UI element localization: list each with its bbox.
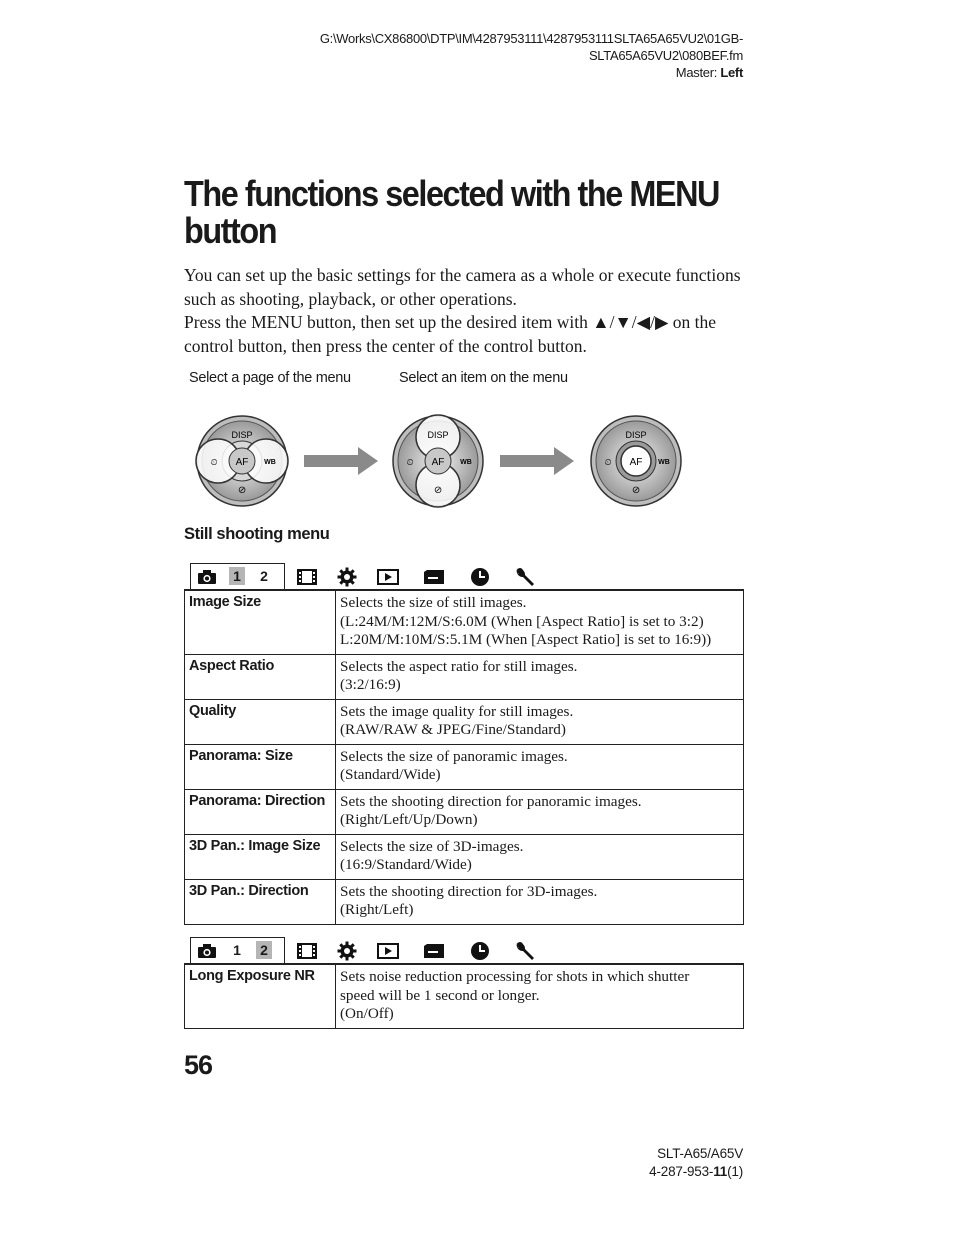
svg-text:⊘: ⊘: [631, 485, 641, 496]
control-dial-icon: [196, 416, 288, 506]
menu-item-name: Quality: [185, 699, 336, 744]
description-line: (16:9/Standard/Wide): [340, 856, 472, 873]
description-line: Sets the shooting direction for panoramic images.: [340, 792, 642, 810]
menu-table-page1: [184, 590, 744, 925]
clock-icon: [469, 567, 491, 587]
menu-item-name: Panorama: Direction: [185, 789, 336, 834]
svg-text:⏲: ⏲: [604, 458, 612, 468]
description-line: Sets noise reduction processing for shots in which shutter: [340, 968, 690, 985]
description-line: Selects the size of 3D-images.: [340, 837, 524, 855]
description-line: (RAW/RAW & JPEG/Fine/Standard): [340, 721, 566, 738]
menu-item-description: [336, 879, 744, 924]
dial-label-top: DISP: [427, 430, 449, 440]
description-line: (L:24M/M:12M/S:6.0M (When [Aspect Ratio] is set to 3:2): [340, 612, 704, 630]
part-number: 4-287-953-11(1): [649, 1164, 743, 1179]
memory-card-icon: [423, 567, 445, 587]
description-line: (Right/Left/Up/Down): [340, 811, 478, 828]
menu-item-description: [336, 789, 744, 834]
table-row: [185, 965, 744, 1029]
master-value: Left: [720, 65, 743, 80]
description-line: Sets the image quality for still images.: [340, 702, 574, 720]
arrow-right-icon: [304, 447, 378, 475]
menu-item-name: Long Exposure NR: [185, 965, 336, 1029]
menu-table-page2: [184, 964, 744, 1029]
dial-label-center: AF: [629, 457, 643, 468]
control-dial-icon: [393, 415, 483, 507]
tab-page-2: 2: [260, 568, 268, 584]
menu-item-description: [336, 965, 744, 1029]
playback-icon: [377, 941, 399, 961]
menu-item-description: [336, 699, 744, 744]
svg-text:⏲: ⏲: [406, 458, 414, 468]
section-title: Still shooting menu: [184, 525, 330, 543]
tab-page-2: 2: [256, 941, 272, 959]
menu-tab-bar-page2: [190, 937, 560, 965]
menu-tab-bar-page1: [190, 563, 560, 591]
menu-item-name: Aspect Ratio: [185, 654, 336, 699]
memory-card-icon: [423, 941, 445, 961]
dial-label-right: WB: [658, 459, 670, 466]
dial-label-center: AF: [431, 457, 445, 468]
camera-icon: [196, 567, 218, 587]
document-footer: [649, 1145, 743, 1181]
gear-icon: [336, 567, 358, 587]
menu-item-name: 3D Pan.: Direction: [185, 879, 336, 924]
document-header: [320, 30, 743, 81]
tab-page-1: 1: [229, 567, 245, 585]
description-line: (3:2/16:9): [340, 676, 401, 693]
dial-label-center: AF: [235, 457, 249, 468]
menu-item-description: [336, 744, 744, 789]
gear-icon: [336, 941, 358, 961]
master-label: Master:: [675, 65, 721, 80]
dial-label-right: WB: [264, 459, 276, 466]
description-line: (Standard/Wide): [340, 766, 441, 783]
menu-item-name: Panorama: Size: [185, 744, 336, 789]
menu-item-description: [336, 654, 744, 699]
file-path-line2: SLTA65A65VU2\080BEF.fm: [588, 48, 743, 63]
caption-select-item: Select an item on the menu: [399, 370, 568, 386]
table-row: [185, 699, 744, 744]
caption-select-page: Select a page of the menu: [189, 370, 351, 386]
dial-label-top: DISP: [625, 430, 647, 440]
svg-text:⊘: ⊘: [237, 485, 247, 496]
description-line: (Right/Left): [340, 901, 414, 918]
page-number: 56: [184, 1050, 213, 1080]
svg-text:⊘: ⊘: [433, 485, 443, 496]
menu-item-name: 3D Pan.: Image Size: [185, 834, 336, 879]
table-row: [185, 834, 744, 879]
table-row: [185, 789, 744, 834]
menu-item-description: [336, 834, 744, 879]
intro-text: [184, 264, 754, 358]
table-row: [185, 744, 744, 789]
control-dial-icon: [591, 416, 681, 506]
movie-icon: [296, 941, 318, 961]
table-row: [185, 654, 744, 699]
wrench-icon: [514, 941, 536, 961]
description-line: L:20M/M:10M/S:5.1M (When [Aspect Ratio] is set to 16:9)): [340, 631, 712, 648]
menu-item-name: Image Size: [185, 591, 336, 655]
intro-paragraph-1: You can set up the basic settings for the camera as a whole or execute functions such as shooting, playback, or other operations.: [184, 265, 741, 309]
description-line: speed will be 1 second or longer.: [340, 986, 540, 1004]
dial-label-top: DISP: [231, 430, 253, 440]
playback-icon: [377, 567, 399, 587]
description-line: (On/Off): [340, 1005, 394, 1022]
movie-icon: [296, 567, 318, 587]
model-name: SLT-A65/A65V: [657, 1146, 743, 1161]
menu-item-description: [336, 591, 744, 655]
master-line: [320, 64, 743, 81]
description-line: Selects the size of still images.: [340, 594, 527, 611]
description-line: Selects the aspect ratio for still images.: [340, 657, 578, 675]
file-path-line1: G:\Works\CX86800\DTP\IM\4287953111\4287953111SLTA65A65VU2\01GB-: [319, 31, 743, 46]
table-row: [185, 879, 744, 924]
camera-icon: [196, 941, 218, 961]
arrow-right-icon: [500, 447, 574, 475]
description-line: Selects the size of panoramic images.: [340, 747, 568, 765]
intro-paragraph-2: Press the MENU button, then set up the desired item with ▲/▼/◀/▶ on the control button, then press the center of the control button.: [184, 312, 717, 356]
table-row: [185, 591, 744, 655]
control-button-diagram: [190, 410, 690, 515]
wrench-icon: [514, 567, 536, 587]
description-line: Sets the shooting direction for 3D-images.: [340, 882, 598, 900]
page-title: The functions selected with the MENU button: [184, 173, 720, 251]
tab-page-1: 1: [233, 942, 241, 958]
clock-icon: [469, 941, 491, 961]
svg-text:⏲: ⏲: [210, 458, 218, 468]
dial-label-right: WB: [460, 459, 472, 466]
